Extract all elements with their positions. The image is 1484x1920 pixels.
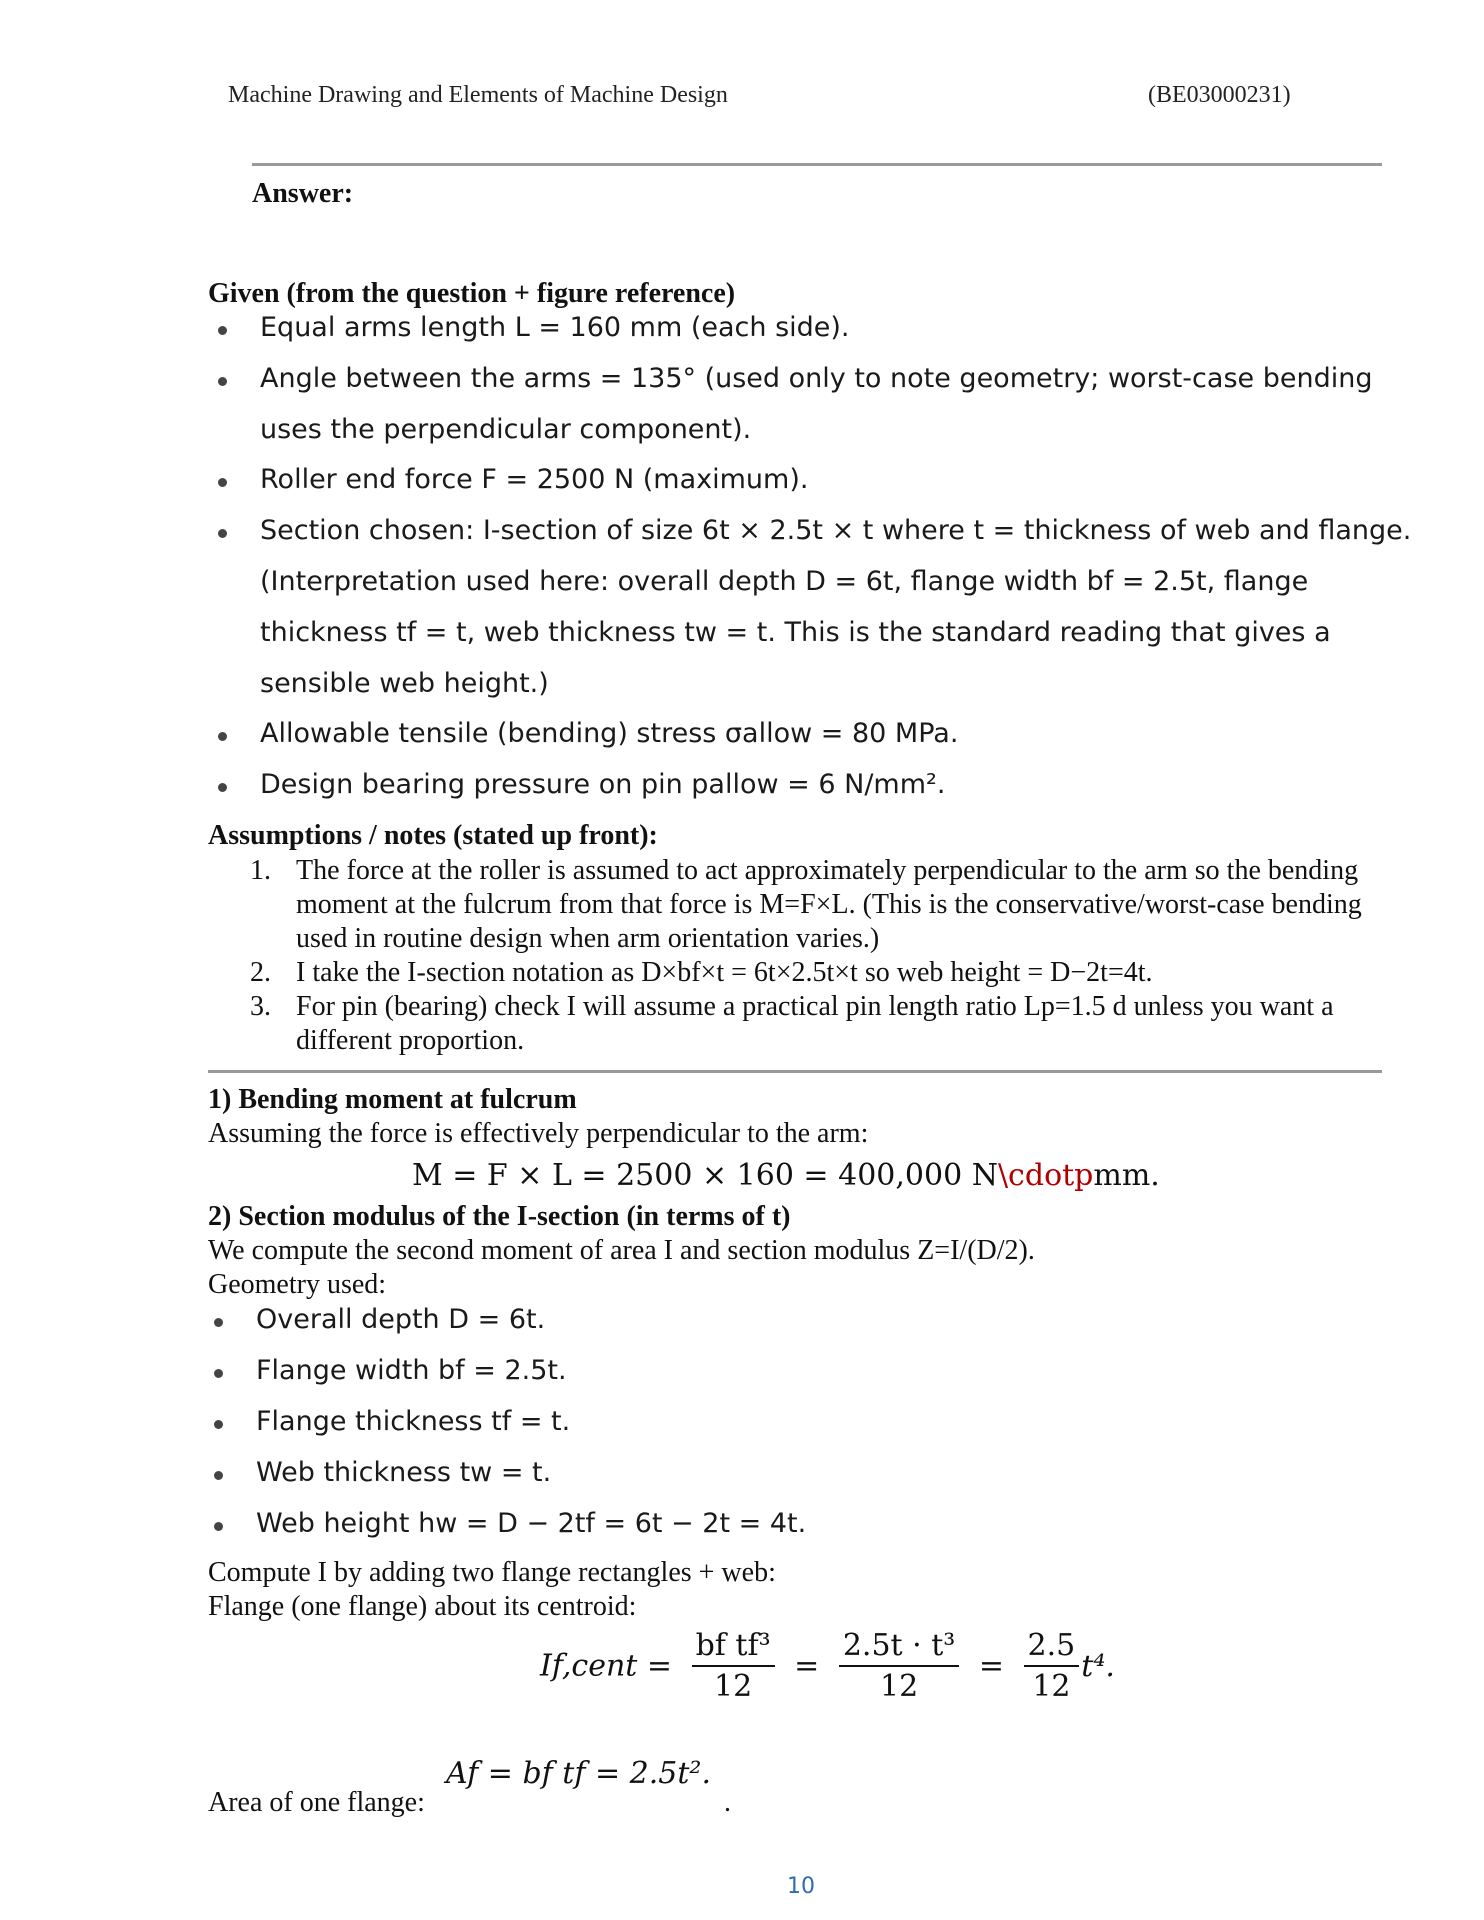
bullet-icon <box>218 377 227 386</box>
given-item-4-cont2: thickness tf = t, web thickness tw = t. This is the standard reading that gives a <box>260 617 1331 648</box>
given-item-1: Equal arms length L = 160 mm (each side). <box>260 312 850 343</box>
assumption-item <box>208 956 1378 990</box>
geometry-item-3: Flange thickness tf = t. <box>256 1406 571 1437</box>
given-item-2: Angle between the arms = 135° (used only to note geometry; worst-case bending <box>260 363 1373 394</box>
bullet-icon <box>214 1420 223 1429</box>
fraction-denominator: 12 <box>879 1669 919 1704</box>
equation-moment-error: \cdotp <box>997 1158 1094 1193</box>
doc-title: Machine Drawing and Elements of Machine Design <box>228 82 728 108</box>
area-label: Area of one flange: <box>208 1787 425 1818</box>
geometry-item-2: Flange width bf = 2.5t. <box>256 1355 567 1386</box>
section2-text2: Geometry used: <box>208 1269 387 1300</box>
geometry-item-4: Web thickness tw = t. <box>256 1457 552 1488</box>
assumption-number: 1. <box>250 855 271 886</box>
assumption-text: I take the I-section notation as D×bf×t = 6t×2.5t×t so web height = D−2t=4t. <box>296 957 1153 988</box>
bullet-icon <box>214 1318 223 1327</box>
equation-lhs: If,cent = <box>540 1648 673 1684</box>
equals-sign: = <box>794 1648 820 1684</box>
answer-label: Answer: <box>252 178 354 209</box>
given-item-4-cont3: sensible web height.) <box>260 668 549 699</box>
section-divider <box>208 1070 1382 1073</box>
section2-heading: 2) Section modulus of the I-section (in terms of t) <box>208 1201 791 1232</box>
fraction-numerator: 2.5t · t³ <box>839 1628 959 1667</box>
top-divider <box>252 163 1382 166</box>
fraction <box>839 1628 959 1704</box>
section2-text1: We compute the second moment of area I and section modulus Z=I/(D/2). <box>208 1235 1035 1266</box>
bullet-icon <box>214 1369 223 1378</box>
section2-text3: Compute I by adding two flange rectangles + web: <box>208 1557 776 1588</box>
bullet-icon <box>218 478 227 487</box>
bullet-icon <box>218 326 227 335</box>
fraction-numerator: 2.5 <box>1024 1628 1080 1667</box>
bullet-icon <box>218 783 227 792</box>
given-item-3: Roller end force F = 2500 N (maximum). <box>260 464 809 495</box>
area-trailing-dot: . <box>724 1787 731 1818</box>
equation-moment-main: M = F × L = 2500 × 160 = 400,000 N <box>412 1158 998 1193</box>
bullet-icon <box>218 529 227 538</box>
assumption-number: 2. <box>250 957 271 988</box>
given-item-6: Design bearing pressure on pin pallow = 6 N/mm². <box>260 769 946 800</box>
given-item-4-cont1: (Interpretation used here: overall depth D = 6t, flange width bf = 2.5t, flange <box>260 566 1309 597</box>
assumption-text: The force at the roller is assumed to act approximately perpendicular to the arm so the bending moment at the fulcrum from that force is M=F×L. (This is the conservative/worst-case bending used in routine design when arm orientation varies.) <box>296 855 1362 954</box>
fraction-numerator: bf tf³ <box>692 1628 775 1667</box>
given-item-4: Section chosen: I-section of size 6t × 2.5t × t where t = thickness of web and flange. <box>260 515 1412 546</box>
equation-tail: t⁴. <box>1081 1648 1115 1684</box>
bullet-icon <box>214 1471 223 1480</box>
assumption-item <box>208 854 1378 956</box>
fraction <box>1024 1628 1080 1704</box>
geometry-item-1: Overall depth D = 6t. <box>256 1304 546 1335</box>
equation-moment-unit: mm. <box>1093 1158 1160 1193</box>
assumptions-heading: Assumptions / notes (stated up front): <box>208 820 658 851</box>
section2-text4: Flange (one flange) about its centroid: <box>208 1591 637 1622</box>
fraction-denominator: 12 <box>1032 1669 1071 1704</box>
given-item-5: Allowable tensile (bending) stress σallow = 80 MPa. <box>260 718 959 749</box>
page-number: 10 <box>787 1874 815 1899</box>
doc-code: (BE03000231) <box>1148 82 1291 108</box>
equation-moment <box>412 1158 1160 1193</box>
bullet-icon <box>218 732 227 741</box>
equals-sign: = <box>978 1648 1004 1684</box>
assumption-number: 3. <box>250 991 271 1022</box>
bullet-icon <box>214 1522 223 1531</box>
assumption-item <box>208 990 1378 1058</box>
given-item-2-cont: uses the perpendicular component). <box>260 414 752 445</box>
assumptions-list <box>208 854 1378 1058</box>
section1-text: Assuming the force is effectively perpendicular to the arm: <box>208 1118 869 1149</box>
equation-flange-inertia <box>540 1628 1115 1704</box>
fraction-denominator: 12 <box>714 1669 753 1704</box>
assumption-text: For pin (bearing) check I will assume a practical pin length ratio Lp=1.5 d unless you want a different proportion. <box>296 991 1334 1056</box>
geometry-item-5: Web height hw = D − 2tf = 6t − 2t = 4t. <box>256 1508 807 1539</box>
equation-flange-area: Af = bf tf = 2.5t². <box>446 1756 711 1791</box>
fraction <box>692 1628 775 1704</box>
section1-heading: 1) Bending moment at fulcrum <box>208 1084 577 1115</box>
given-heading: Given (from the question + figure reference) <box>208 278 736 309</box>
